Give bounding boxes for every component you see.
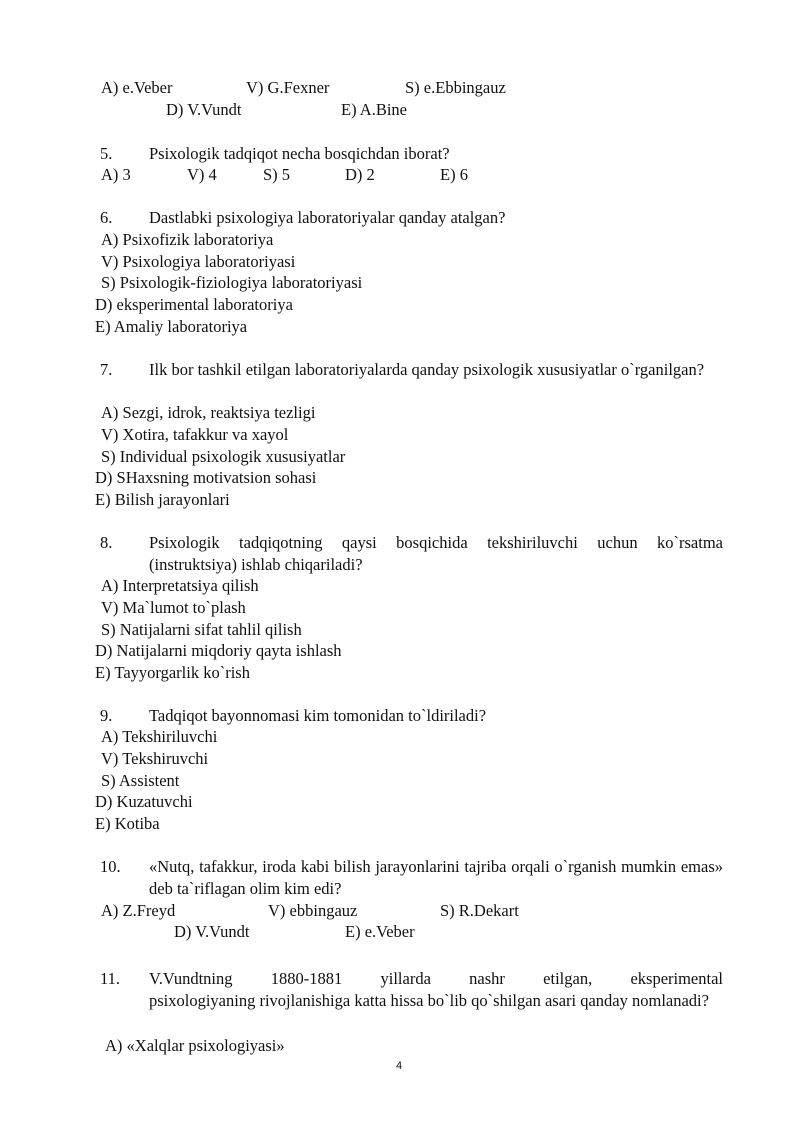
question-text: Psixologik tadqiqot necha bosqichdan iborat?	[149, 144, 450, 163]
option-b: V) Xotira, tafakkur va xayol	[101, 425, 289, 444]
question-text: Tadqiqot bayonnomasi kim tomonidan to`ldiriladi?	[149, 706, 487, 725]
option-c: S) 5	[263, 165, 291, 184]
option-e: E) Tayyorgarlik ko`rish	[95, 663, 250, 682]
option-e: E) Bilish jarayonlari	[95, 490, 230, 509]
option-d: D) V.Vundt	[166, 100, 242, 119]
option-a: A) Z.Freyd	[101, 901, 176, 920]
question-number: 9.	[100, 706, 113, 725]
page-number: 4	[396, 1060, 403, 1072]
option-a: A) e.Veber	[101, 78, 173, 97]
option-a: A) Sezgi, idrok, reaktsiya tezligi	[101, 403, 316, 422]
option-d: D) V.Vundt	[174, 922, 250, 941]
option-c: S) Individual psixologik xususiyatlar	[101, 447, 346, 466]
option-e: E) 6	[440, 165, 468, 184]
question-text: Psixologik tadqiqotning qaysi bosqichida tekshiriluvchi uchun ko`rsatma (instruktsiya) ishlab chiqariladi?	[149, 533, 723, 574]
option-a: A) 3	[101, 165, 131, 184]
option-c: S) Psixologik-fiziologiya laboratoriyasi	[101, 273, 363, 292]
option-c: S) e.Ebbingauz	[405, 78, 506, 97]
word: etilgan,	[543, 969, 593, 988]
word: eksperimental	[630, 969, 723, 988]
question-text-first-line	[149, 969, 723, 989]
question-number: 5.	[100, 144, 113, 163]
option-a: A) Psixofizik laboratoriya	[101, 230, 274, 249]
option-e: E) e.Veber	[345, 922, 415, 941]
option-b: V) ebbingauz	[268, 901, 358, 920]
word: nashr	[469, 969, 505, 988]
word: V.Vundtning	[149, 969, 233, 988]
question-number: 8.	[100, 533, 113, 552]
option-e: E) A.Bine	[341, 100, 407, 119]
option-b: V) G.Fexner	[246, 78, 330, 97]
question-text: «Nutq, tafakkur, iroda kabi bilish jarayonlarini tajriba orqali o`rganish mumkin emas» deb ta`riflagan olim kim edi?	[149, 857, 723, 898]
question-number: 10.	[100, 857, 121, 876]
option-c: S) Assistent	[101, 771, 180, 790]
question-text: Dastlabki psixologiya laboratoriyalar qanday atalgan?	[149, 208, 506, 227]
option-d: D) Kuzatuvchi	[95, 792, 193, 811]
option-e: E) Amaliy laboratoriya	[95, 317, 248, 336]
option-d: D) Natijalarni miqdoriy qayta ishlash	[95, 641, 342, 660]
option-d: D) SHaxsning motivatsion sohasi	[95, 468, 317, 487]
question-number: 6.	[100, 208, 113, 227]
question-text: Ilk bor tashkil etilgan laboratoriyalarda qanday psixologik xususiyatlar o`rganilgan?	[149, 360, 705, 379]
option-a: A) Interpretatsiya qilish	[101, 576, 259, 595]
option-a: A) «Xalqlar psixologiyasi»	[105, 1036, 285, 1055]
option-a: A) Tekshiriluvchi	[101, 727, 218, 746]
option-d: D) eksperimental laboratoriya	[95, 295, 293, 314]
question-text: psixologiyaning rivojlanishiga katta hissa bo`lib qo`shilgan asari qanday nomlanadi?	[149, 991, 709, 1010]
option-e: E) Kotiba	[95, 814, 160, 833]
option-b: V) Ma`lumot to`plash	[101, 598, 246, 617]
word: 1880-1881	[270, 969, 343, 988]
question-number: 11.	[100, 969, 121, 988]
option-b: V) Tekshiruvchi	[101, 749, 209, 768]
option-c: S) Natijalarni sifat tahlil qilish	[101, 620, 302, 639]
option-c: S) R.Dekart	[440, 901, 519, 920]
word: yillarda	[380, 969, 431, 988]
option-d: D) 2	[345, 165, 375, 184]
option-b: V) Psixologiya laboratoriyasi	[101, 252, 296, 271]
question-number: 7.	[100, 360, 113, 379]
option-b: V) 4	[187, 165, 217, 184]
